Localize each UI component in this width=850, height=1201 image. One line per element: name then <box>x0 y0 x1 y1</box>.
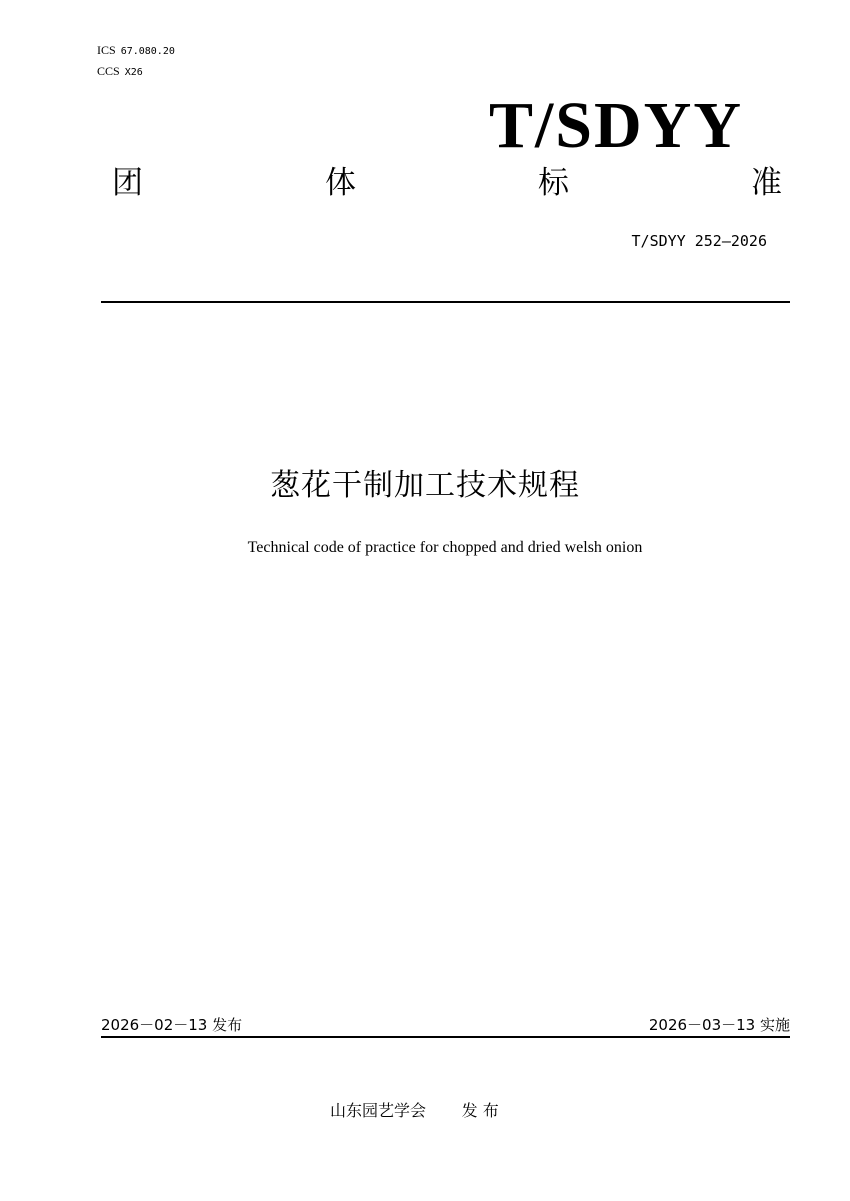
ics-label: ICS <box>97 43 116 57</box>
publisher-action: 发 布 <box>461 1101 499 1120</box>
footer-divider <box>101 1036 790 1038</box>
standard-number: T/SDYY 252—2026 <box>631 232 767 250</box>
standard-logo: T/SDYY <box>488 89 743 162</box>
standard-type-char: 体 <box>325 165 356 201</box>
implement-date: 2026－03－13 实施 <box>648 1016 790 1034</box>
document-title-chinese: 葱花干制加工技术规程 <box>270 468 580 503</box>
ccs-label: CCS <box>97 64 120 78</box>
ccs-code: X26 <box>124 67 143 78</box>
ccs-classification <box>97 64 143 80</box>
standard-type-char: 团 <box>112 165 143 201</box>
ics-classification <box>97 43 175 59</box>
publisher-name: 山东园艺学会 <box>330 1101 427 1120</box>
publisher-line <box>330 1100 499 1122</box>
standard-type <box>112 163 782 203</box>
ics-code: 67.080.20 <box>120 46 175 57</box>
standard-type-char: 标 <box>538 165 569 201</box>
publish-date: 2026－02－13 发布 <box>101 1016 243 1034</box>
header-divider <box>101 301 790 303</box>
standard-type-char: 准 <box>751 165 782 201</box>
document-title-english: Technical code of practice for chopped and dried welsh onion <box>247 539 643 556</box>
